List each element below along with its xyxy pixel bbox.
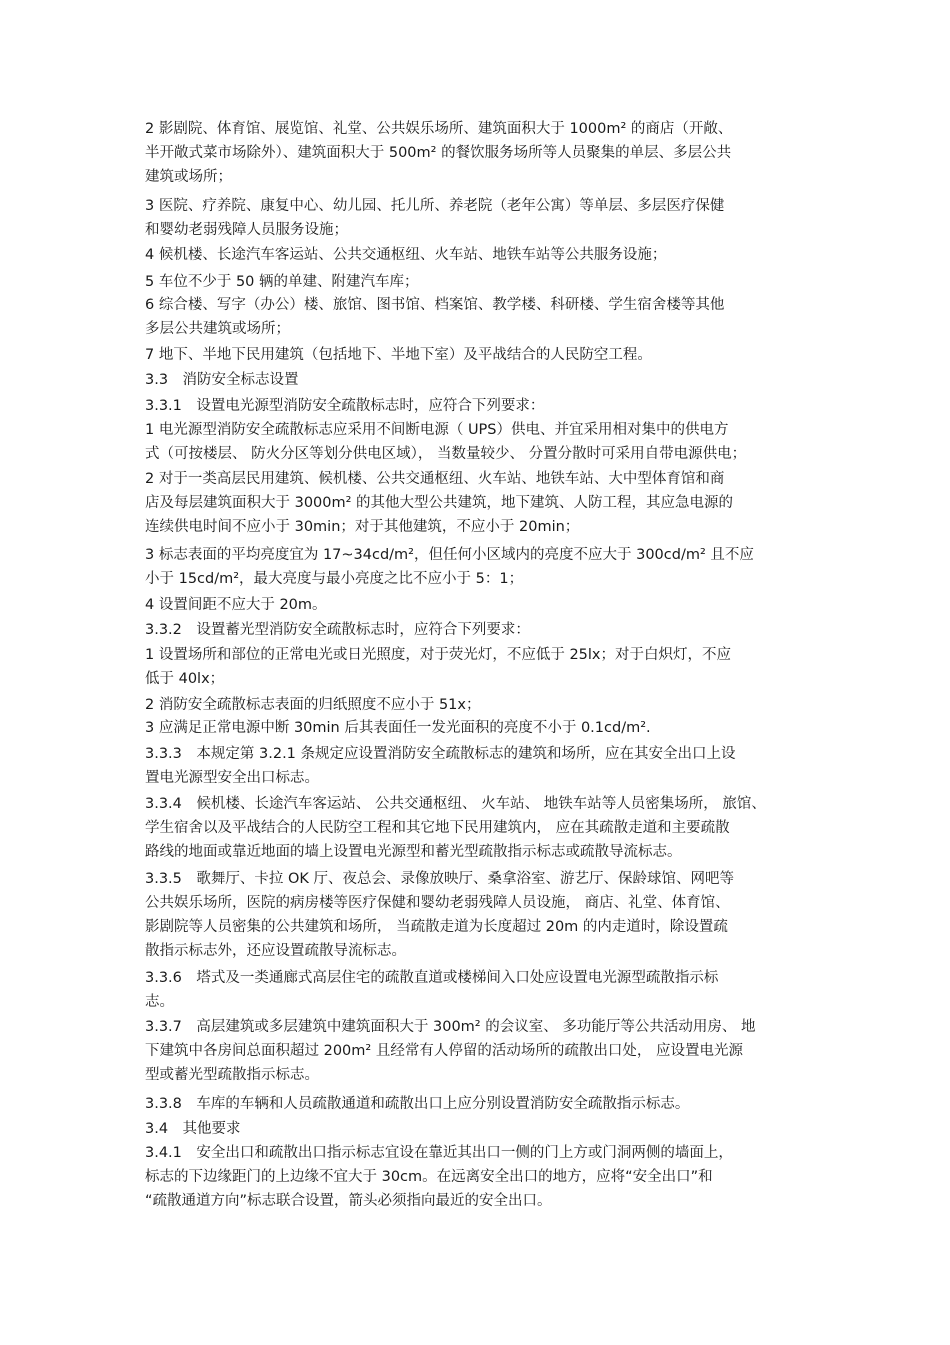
clause-3-3-1 <box>145 394 805 418</box>
text-line: 4 设置间距不应大于 20m。 <box>145 597 327 613</box>
text-line: 半开敞式菜市场除外）、建筑面积大于 500m² 的餐饮服务场所等人员聚集的单层、多层公共 <box>145 145 732 161</box>
paragraph-item-5 <box>145 270 805 294</box>
text-line: 3.3.3 本规定第 3.2.1 条规定应设置消防安全疏散标志的建筑和场所，应在其安全出口上设 <box>145 746 736 762</box>
text-line: 散指示标志外，还应设置疏散导流标志。 <box>145 943 406 959</box>
clause-3-3-4 <box>145 792 805 864</box>
text-line: 2 对于一类高层民用建筑、候机楼、公共交通枢纽、火车站、地铁车站、大中型体育馆和商 <box>145 471 725 487</box>
clause-3-3-3 <box>145 742 805 790</box>
text-line: 型或蓄光型疏散指示标志。 <box>145 1067 319 1083</box>
text-line: 3.3.6 塔式及一类通廊式高层住宅的疏散直道或楼梯间入口处应设置电光源型疏散指示标 <box>145 970 719 986</box>
text-line: 5 车位不少于 50 辆的单建、附建汽车库； <box>145 274 419 290</box>
paragraph-item-6 <box>145 293 805 341</box>
text-line: 学生宿舍以及平战结合的人民防空工程和其它地下民用建筑内， 应在其疏散走道和主要疏散 <box>145 820 730 836</box>
clause-3-3-2-item-3 <box>145 716 805 740</box>
text-line: 3.3.2 设置蓄光型消防安全疏散标志时，应符合下列要求： <box>145 622 530 638</box>
text-line: 志。 <box>145 994 174 1010</box>
text-line: 低于 40lx； <box>145 671 225 687</box>
paragraph-item-7 <box>145 343 805 367</box>
paragraph-item-2 <box>145 117 805 189</box>
text-line: 3.3.1 设置电光源型消防安全疏散标志时，应符合下列要求： <box>145 398 545 414</box>
clause-3-3-7 <box>145 1015 805 1087</box>
text-line: 3 应满足正常电源中断 30min 后其表面任一发光面积的亮度不小于 0.1cd/m². <box>145 720 651 736</box>
text-line: 3 标志表面的平均亮度宜为 17~34cd/m²，但任何小区域内的亮度不应大于 300cd/m² 且不应 <box>145 547 754 563</box>
paragraph-item-4 <box>145 243 805 267</box>
clause-3-3-6 <box>145 966 805 1014</box>
text-line: 3.4.1 安全出口和疏散出口指示标志宜设在靠近其出口一侧的门上方或门洞两侧的墙面上， <box>145 1145 733 1161</box>
text-line: 式（可按楼层、 防火分区等划分供电区域）， 当数量较少、 分置分散时可采用自带电源供电； <box>145 446 747 462</box>
text-line: “疏散通道方向”标志联合设置，箭头必须指向最近的安全出口。 <box>145 1193 552 1209</box>
text-line: 多层公共建筑或场所； <box>145 321 290 337</box>
clause-3-3-2-item-1 <box>145 643 805 691</box>
clause-3-3-8 <box>145 1092 805 1116</box>
text-line: 2 消防安全疏散标志表面的归纸照度不应小于 51x； <box>145 697 481 713</box>
text-line: 下建筑中各房间总面积超过 200m² 且经常有人停留的活动场所的疏散出口处， 应设置电光源 <box>145 1043 743 1059</box>
text-line: 3.3.7 高层建筑或多层建筑中建筑面积大于 300m² 的会议室、 多功能厅等公共活动用房、 地 <box>145 1019 756 1035</box>
clause-3-3-5 <box>145 867 805 963</box>
text-line: 影剧院等人员密集的公共建筑和场所， 当疏散走道为长度超过 20m 的内走道时，除设置疏 <box>145 919 728 935</box>
text-line: 7 地下、半地下民用建筑（包括地下、半地下室）及平战结合的人民防空工程。 <box>145 347 652 363</box>
section-heading-3-4 <box>145 1117 805 1141</box>
clause-3-3-1-item-3 <box>145 543 805 591</box>
clause-3-3-2-item-2 <box>145 693 805 717</box>
text-line: 1 设置场所和部位的正常电光或日光照度，对于荧光灯，不应低于 25lx；对于白炽灯，不应 <box>145 647 732 663</box>
text-line: 3.4 其他要求 <box>145 1121 241 1137</box>
clause-3-3-1-item-2 <box>145 467 805 539</box>
text-line: 建筑或场所； <box>145 169 232 185</box>
clause-3-3-1-item-1 <box>145 418 805 466</box>
paragraph-item-3 <box>145 194 805 242</box>
text-line: 1 电光源型消防安全疏散标志应采用不间断电源（ UPS）供电、并宜采用相对集中的供电方 <box>145 422 729 438</box>
text-line: 6 综合楼、写字（办公）楼、旅馆、图书馆、档案馆、教学楼、科研楼、学生宿舍楼等其他 <box>145 297 725 313</box>
section-heading-3-3 <box>145 368 805 392</box>
clause-3-4-1 <box>145 1141 805 1213</box>
clause-3-3-2 <box>145 618 805 642</box>
text-line: 2 影剧院、体育馆、展览馆、礼堂、公共娱乐场所、建筑面积大于 1000m² 的商店（开敞、 <box>145 121 733 137</box>
text-line: 3.3.5 歌舞厅、卡拉 OK 厅、夜总会、录像放映厅、桑拿浴室、游艺厅、保龄球馆、网吧等 <box>145 871 735 887</box>
text-line: 置电光源型安全出口标志。 <box>145 770 319 786</box>
text-line: 标志的下边缘距门的上边缘不宜大于 30cm。在远离安全出口的地方，应将“安全出口”和 <box>145 1169 713 1185</box>
text-line: 3.3 消防安全标志设置 <box>145 372 299 388</box>
text-line: 小于 15cd/m²，最大亮度与最小亮度之比不应小于 5：1； <box>145 571 524 587</box>
text-line: 4 候机楼、长途汽车客运站、公共交通枢纽、火车站、地铁车站等公共服务设施； <box>145 247 667 263</box>
text-line: 和婴幼老弱残障人员服务设施； <box>145 222 348 238</box>
clause-3-3-1-item-4 <box>145 593 805 617</box>
text-line: 3.3.8 车库的车辆和人员疏散通道和疏散出口上应分别设置消防安全疏散指示标志。 <box>145 1096 690 1112</box>
text-line: 店及每层建筑面积大于 3000m² 的其他大型公共建筑，地下建筑、人防工程，其应急电源的 <box>145 495 734 511</box>
text-line: 公共娱乐场所，医院的病房楼等医疗保健和婴幼老弱残障人员设施， 商店、礼堂、体育馆、 <box>145 895 730 911</box>
text-line: 路线的地面或靠近地面的墙上设置电光源型和蓄光型疏散指示标志或疏散导流标志。 <box>145 844 682 860</box>
text-line: 3 医院、疗养院、康复中心、幼儿园、托儿所、养老院（老年公寓）等单层、多层医疗保健 <box>145 198 725 214</box>
text-line: 连续供电时间不应小于 30min；对于其他建筑，不应小于 20min； <box>145 519 580 535</box>
text-line: 3.3.4 候机楼、长途汽车客运站、 公共交通枢纽、 火车站、 地铁车站等人员密集场所， 旅馆、 <box>145 796 766 812</box>
